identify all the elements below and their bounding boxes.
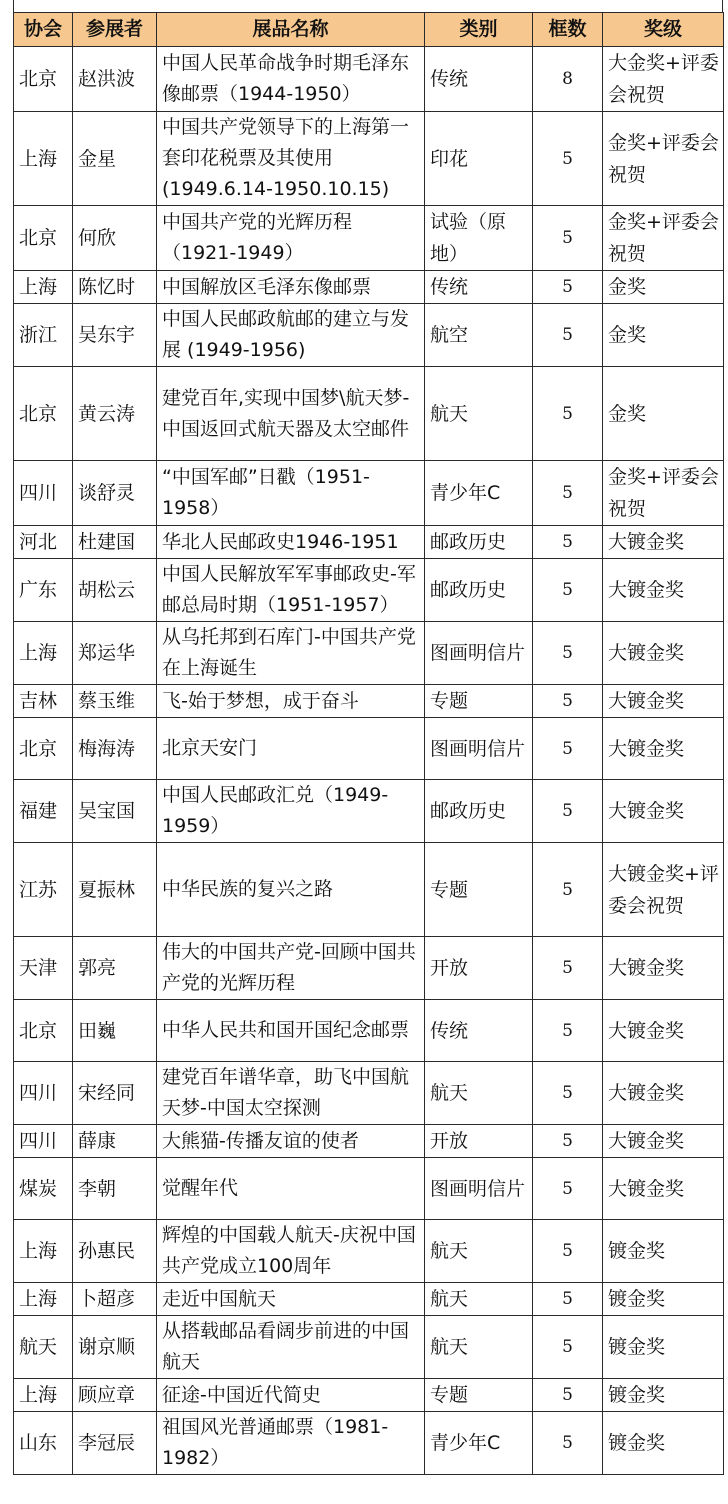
cell-exhibit-title: 征途-中国近代简史 — [157, 1379, 425, 1412]
table-row — [14, 718, 724, 780]
header-exhibit-title: 展品名称 — [157, 13, 425, 47]
header-row — [14, 13, 724, 47]
cell-exhibitor: 孙惠民 — [73, 1220, 157, 1283]
cell-association: 北京 — [14, 718, 73, 780]
cell-category: 试验（原地） — [425, 206, 533, 271]
cell-award: 镀金奖 — [603, 1412, 724, 1475]
cell-exhibitor: 胡松云 — [73, 559, 157, 622]
cell-category: 航空 — [425, 304, 533, 367]
cell-association: 北京 — [14, 206, 73, 271]
cell-exhibitor: 田巍 — [73, 1000, 157, 1062]
cell-association: 吉林 — [14, 685, 73, 718]
table-row — [14, 559, 724, 622]
table-row — [14, 526, 724, 559]
cell-exhibit-title: “中国军邮”日戳（1951-1958） — [157, 461, 425, 526]
cell-award: 大镀金奖 — [603, 1062, 724, 1125]
cell-frames: 5 — [533, 1283, 603, 1316]
cell-category: 传统 — [425, 1000, 533, 1062]
table-row — [14, 271, 724, 304]
cell-exhibitor: 薛康 — [73, 1125, 157, 1158]
cell-association: 江苏 — [14, 843, 73, 937]
cell-association: 航天 — [14, 1316, 73, 1379]
cell-association: 上海 — [14, 271, 73, 304]
table-row — [14, 1412, 724, 1475]
cell-exhibitor: 卜超彦 — [73, 1283, 157, 1316]
table-body — [14, 47, 724, 1475]
cell-category: 邮政历史 — [425, 780, 533, 843]
table-row — [14, 622, 724, 685]
cell-category: 航天 — [425, 367, 533, 461]
cell-exhibitor: 郭亮 — [73, 937, 157, 1000]
cell-category: 航天 — [425, 1220, 533, 1283]
cell-frames: 5 — [533, 780, 603, 843]
table-row — [14, 843, 724, 937]
cell-exhibitor: 金星 — [73, 112, 157, 206]
table-row — [14, 780, 724, 843]
cell-association: 北京 — [14, 367, 73, 461]
cell-category: 开放 — [425, 1125, 533, 1158]
cell-association: 福建 — [14, 780, 73, 843]
cell-frames: 5 — [533, 112, 603, 206]
cell-frames: 5 — [533, 685, 603, 718]
table-top-edge — [13, 0, 723, 12]
cell-category: 青少年C — [425, 461, 533, 526]
cell-category: 传统 — [425, 47, 533, 112]
cell-exhibitor: 谈舒灵 — [73, 461, 157, 526]
cell-frames: 5 — [533, 1316, 603, 1379]
cell-award: 金奖+评委会祝贺 — [603, 206, 724, 271]
cell-exhibitor: 梅海涛 — [73, 718, 157, 780]
cell-frames: 5 — [533, 1379, 603, 1412]
cell-award: 镀金奖 — [603, 1316, 724, 1379]
cell-association: 北京 — [14, 47, 73, 112]
table-row — [14, 1379, 724, 1412]
cell-category: 专题 — [425, 1379, 533, 1412]
cell-award: 金奖+评委会祝贺 — [603, 112, 724, 206]
cell-category: 图画明信片 — [425, 622, 533, 685]
cell-association: 四川 — [14, 461, 73, 526]
cell-association: 上海 — [14, 1379, 73, 1412]
table-row — [14, 1283, 724, 1316]
cell-association: 上海 — [14, 622, 73, 685]
cell-association: 四川 — [14, 1062, 73, 1125]
cell-award: 大镀金奖 — [603, 1125, 724, 1158]
cell-exhibit-title: 中华人民共和国开国纪念邮票 — [157, 1000, 425, 1062]
cell-association: 北京 — [14, 1000, 73, 1062]
table-row — [14, 206, 724, 271]
cell-exhibitor: 杜建国 — [73, 526, 157, 559]
cell-exhibit-title: 中国解放区毛泽东像邮票 — [157, 271, 425, 304]
cell-award: 镀金奖 — [603, 1379, 724, 1412]
cell-exhibit-title: 中国人民邮政汇兑（1949-1959） — [157, 780, 425, 843]
cell-category: 青少年C — [425, 1412, 533, 1475]
cell-exhibit-title: 大熊猫-传播友谊的使者 — [157, 1125, 425, 1158]
cell-association: 上海 — [14, 1220, 73, 1283]
cell-category: 印花 — [425, 112, 533, 206]
cell-exhibit-title: 走近中国航天 — [157, 1283, 425, 1316]
cell-exhibit-title: 中华民族的复兴之路 — [157, 843, 425, 937]
cell-exhibit-title: 中国共产党领导下的上海第一套印花税票及其使用(1949.6.14-1950.10.15) — [157, 112, 425, 206]
cell-award: 大镀金奖 — [603, 1000, 724, 1062]
cell-exhibit-title: 中国人民革命战争时期毛泽东像邮票（1944-1950） — [157, 47, 425, 112]
cell-association: 广东 — [14, 559, 73, 622]
cell-association: 山东 — [14, 1412, 73, 1475]
cell-frames: 5 — [533, 937, 603, 1000]
table-row — [14, 937, 724, 1000]
cell-frames: 5 — [533, 1000, 603, 1062]
cell-category: 开放 — [425, 937, 533, 1000]
cell-frames: 5 — [533, 526, 603, 559]
cell-award: 镀金奖 — [603, 1283, 724, 1316]
cell-award: 金奖 — [603, 271, 724, 304]
cell-exhibitor: 李朝 — [73, 1158, 157, 1220]
cell-award: 大镀金奖 — [603, 559, 724, 622]
cell-exhibitor: 夏振林 — [73, 843, 157, 937]
header-exhibitor: 参展者 — [73, 13, 157, 47]
cell-category: 航天 — [425, 1283, 533, 1316]
award-table — [13, 12, 724, 1475]
header-association: 协会 — [14, 13, 73, 47]
cell-exhibitor: 宋经同 — [73, 1062, 157, 1125]
cell-frames: 5 — [533, 1158, 603, 1220]
cell-frames: 5 — [533, 622, 603, 685]
cell-exhibitor: 顾应章 — [73, 1379, 157, 1412]
cell-association: 上海 — [14, 112, 73, 206]
cell-exhibit-title: 中国人民邮政航邮的建立与发展 (1949-1956) — [157, 304, 425, 367]
cell-award: 大金奖+评委会祝贺 — [603, 47, 724, 112]
table-row — [14, 304, 724, 367]
cell-category: 图画明信片 — [425, 1158, 533, 1220]
table-row — [14, 1316, 724, 1379]
cell-exhibitor: 黄云涛 — [73, 367, 157, 461]
cell-category: 邮政历史 — [425, 559, 533, 622]
cell-award: 大镀金奖 — [603, 780, 724, 843]
cell-frames: 5 — [533, 367, 603, 461]
table-row — [14, 47, 724, 112]
cell-frames: 5 — [533, 1220, 603, 1283]
cell-exhibitor: 李冠辰 — [73, 1412, 157, 1475]
cell-exhibitor: 蔡玉维 — [73, 685, 157, 718]
cell-frames: 5 — [533, 271, 603, 304]
cell-award: 大镀金奖 — [603, 685, 724, 718]
header-frames: 框数 — [533, 13, 603, 47]
table-row — [14, 1062, 724, 1125]
cell-award: 大镀金奖 — [603, 622, 724, 685]
cell-frames: 8 — [533, 47, 603, 112]
cell-association: 河北 — [14, 526, 73, 559]
cell-exhibitor: 赵洪波 — [73, 47, 157, 112]
cell-frames: 5 — [533, 1125, 603, 1158]
cell-exhibit-title: 觉醒年代 — [157, 1158, 425, 1220]
cell-award: 金奖+评委会祝贺 — [603, 461, 724, 526]
cell-association: 上海 — [14, 1283, 73, 1316]
cell-category: 航天 — [425, 1062, 533, 1125]
header-award: 奖级 — [603, 13, 724, 47]
cell-exhibit-title: 从搭载邮品看阔步前进的中国航天 — [157, 1316, 425, 1379]
cell-exhibitor: 吴东宇 — [73, 304, 157, 367]
cell-exhibit-title: 辉煌的中国载人航天-庆祝中国共产党成立100周年 — [157, 1220, 425, 1283]
cell-category: 邮政历史 — [425, 526, 533, 559]
table-row — [14, 1000, 724, 1062]
cell-award: 金奖 — [603, 304, 724, 367]
cell-association: 天津 — [14, 937, 73, 1000]
cell-frames: 5 — [533, 1062, 603, 1125]
cell-award: 金奖 — [603, 367, 724, 461]
cell-exhibitor: 陈忆时 — [73, 271, 157, 304]
cell-exhibit-title: 从乌托邦到石库门-中国共产党在上海诞生 — [157, 622, 425, 685]
cell-award: 大镀金奖 — [603, 937, 724, 1000]
cell-category: 航天 — [425, 1316, 533, 1379]
cell-award: 大镀金奖+评委会祝贺 — [603, 843, 724, 937]
cell-exhibit-title: 飞-始于梦想，成于奋斗 — [157, 685, 425, 718]
cell-exhibit-title: 伟大的中国共产党-回顾中国共产党的光辉历程 — [157, 937, 425, 1000]
table-row — [14, 461, 724, 526]
table-row — [14, 1158, 724, 1220]
cell-award: 大镀金奖 — [603, 526, 724, 559]
cell-award: 大镀金奖 — [603, 718, 724, 780]
cell-association: 煤炭 — [14, 1158, 73, 1220]
cell-frames: 5 — [533, 461, 603, 526]
cell-exhibitor: 何欣 — [73, 206, 157, 271]
table-row — [14, 112, 724, 206]
table-row — [14, 367, 724, 461]
cell-exhibitor: 吴宝国 — [73, 780, 157, 843]
cell-exhibit-title: 建党百年谱华章，助飞中国航天梦-中国太空探测 — [157, 1062, 425, 1125]
cell-award: 镀金奖 — [603, 1220, 724, 1283]
cell-exhibit-title: 华北人民邮政史1946-1951 — [157, 526, 425, 559]
cell-exhibitor: 郑运华 — [73, 622, 157, 685]
cell-frames: 5 — [533, 843, 603, 937]
cell-frames: 5 — [533, 304, 603, 367]
cell-category: 传统 — [425, 271, 533, 304]
cell-exhibit-title: 中国人民解放军军事邮政史-军邮总局时期（1951-1957） — [157, 559, 425, 622]
cell-exhibitor: 谢京顺 — [73, 1316, 157, 1379]
cell-frames: 5 — [533, 718, 603, 780]
cell-category: 专题 — [425, 843, 533, 937]
cell-frames: 5 — [533, 1412, 603, 1475]
header-category: 类别 — [425, 13, 533, 47]
cell-frames: 5 — [533, 559, 603, 622]
cell-exhibit-title: 建党百年,实现中国梦\航天梦-中国返回式航天器及太空邮件 — [157, 367, 425, 461]
cell-award: 大镀金奖 — [603, 1158, 724, 1220]
table-row — [14, 685, 724, 718]
table-row — [14, 1125, 724, 1158]
cell-exhibit-title: 北京天安门 — [157, 718, 425, 780]
cell-frames: 5 — [533, 206, 603, 271]
cell-category: 图画明信片 — [425, 718, 533, 780]
cell-exhibit-title: 中国共产党的光辉历程（1921-1949） — [157, 206, 425, 271]
cell-association: 四川 — [14, 1125, 73, 1158]
cell-association: 浙江 — [14, 304, 73, 367]
cell-exhibit-title: 祖国风光普通邮票（1981-1982） — [157, 1412, 425, 1475]
cell-category: 专题 — [425, 685, 533, 718]
table-row — [14, 1220, 724, 1283]
